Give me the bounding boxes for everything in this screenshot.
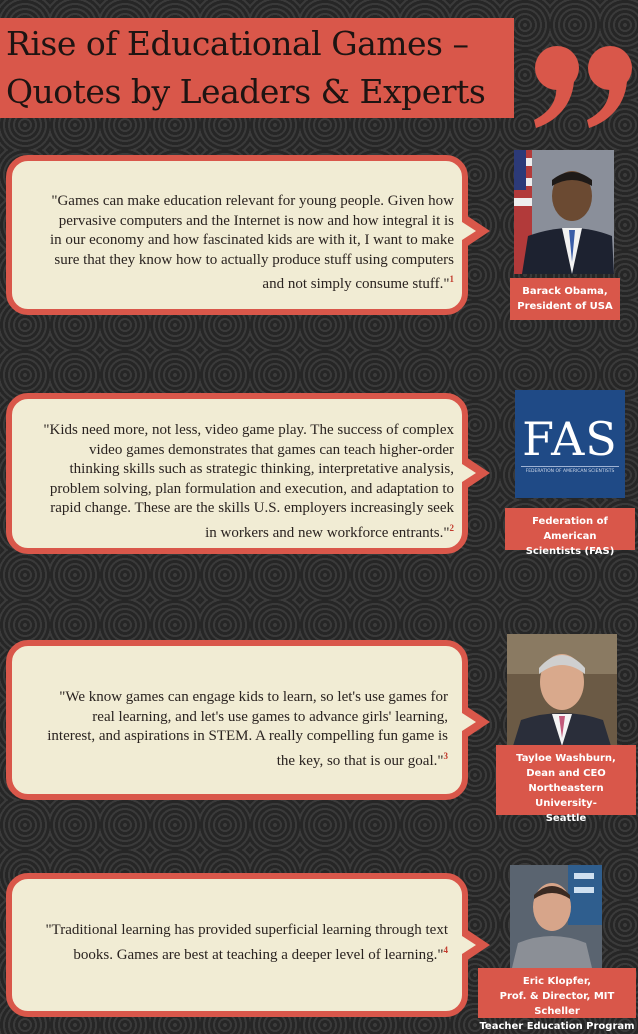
page-title-line-1: Rise of Educational Games – (6, 24, 469, 63)
quote-bubble-4 (6, 873, 468, 1017)
caption-4: Eric Klopfer, Prof. & Director, MIT Scheller Teacher Education Program (478, 968, 636, 1018)
reference-number: 1 (449, 274, 454, 284)
reference-number: 3 (443, 750, 448, 761)
reference-number: 4 (443, 944, 448, 955)
title-banner (0, 18, 514, 118)
quote-text-3: "We know games can engage kids to learn, so let's use games for real learning, and let's use games to advance girls' learning, interest, and aspirations in STEM. A really compelling fun game is the key, so that is our goal."$^3$ (47, 689, 448, 769)
fas-logo: FAS FEDERATION OF AMERICAN SCIENTISTS (515, 390, 625, 498)
portrait-tayloe-washburn (507, 634, 617, 746)
quote-bubble-3 (6, 640, 468, 800)
quote-bubble-1 (6, 155, 468, 315)
quotation-mark-icon (530, 40, 638, 130)
portrait-eric-klopfer (510, 865, 602, 968)
quote-bubble-2 (6, 393, 468, 554)
caption-2: Federation of American Scientists (FAS) (505, 508, 635, 550)
reference-number: 2 (449, 522, 454, 533)
caption-3: Tayloe Washburn, Dean and CEO Northeastern University- Seattle (496, 745, 636, 815)
quote-text-2: "Kids need more, not less, video game play. The success of complex video games demonstrates that games can teach higher-order thinking skills such as strategic thinking, interpretative analysis, problem solving, plan formulation and execution, and adaptation to rapid change. These are the skills U.S. employers increasingly seek in workers and new workforce entrants."$^2$ (43, 422, 454, 541)
quote-text-4: "Traditional learning has provided superficial learning through text books. Games are best at teaching a deeper level of learning."$^4$ (45, 922, 448, 963)
caption-1: Barack Obama, President of USA (510, 278, 620, 320)
portrait-barack-obama (514, 150, 614, 274)
page-title-line-2: Quotes by Leaders & Experts (6, 72, 486, 111)
quote-text-1: "Games can make education relevant for young people. Given how pervasive computers and the Internet is now and how integral it is in our economy and how fascinated kids are with it, I want to make sure that they know how to actually produce stuff using computers and not simply consume stuff."$^1$ (49, 193, 454, 292)
